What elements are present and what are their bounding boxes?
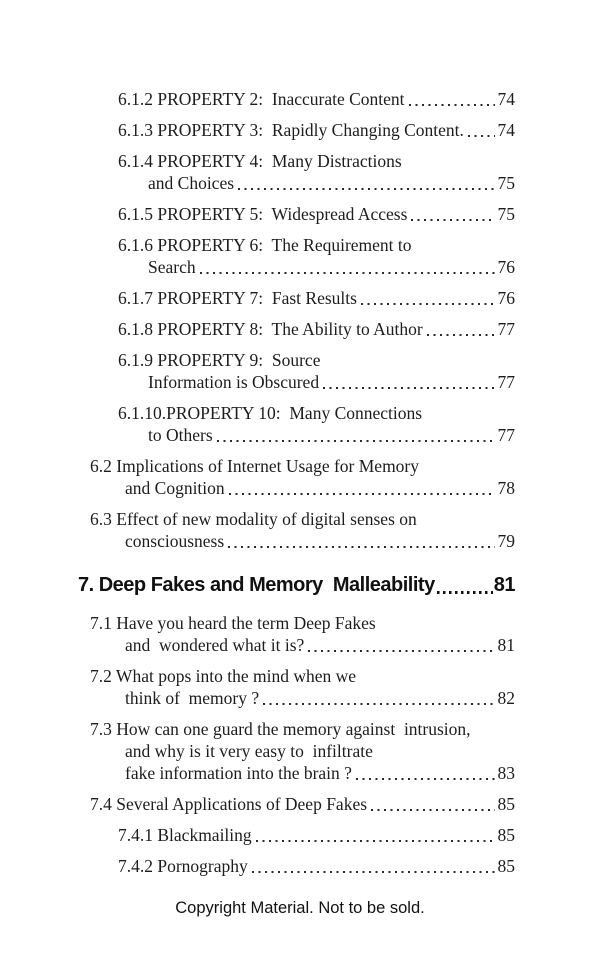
toc-entry-line: [90, 718, 515, 740]
toc-entry: [0, 612, 600, 656]
toc-dot-leader: [263, 703, 494, 705]
toc-entry-line: [118, 119, 515, 141]
toc-page-number: 85: [497, 794, 515, 814]
toc-entry-text: 6.1.10.PROPERTY 10: Many Connections: [118, 403, 423, 423]
toc-page-number: 85: [497, 856, 515, 876]
toc-dot-leader: [200, 272, 495, 274]
toc-dot-leader: [256, 840, 495, 842]
toc-dot-leader: [252, 871, 495, 873]
toc-entry-line: [90, 477, 515, 499]
toc-entry-text: 7.3 How can one guard the memory against intrusion,: [90, 719, 471, 739]
toc-entry-line: [118, 824, 515, 846]
toc-page-number: 85: [497, 825, 515, 845]
toc-page-number: 74: [497, 89, 515, 109]
toc-entry-line: [118, 855, 515, 877]
toc-entry: [0, 88, 600, 110]
toc-entry-text: 6.1.8 PROPERTY 8: The Ability to Author: [118, 319, 423, 339]
toc-entry: [0, 508, 600, 552]
toc-entry-line: [90, 530, 515, 552]
toc-page-number: 75: [497, 204, 515, 224]
toc-entry-text: fake information into the brain ?: [125, 763, 352, 783]
toc-entry-text: 6.1.7 PROPERTY 7: Fast Results: [118, 288, 357, 308]
toc-entry-line: [90, 740, 515, 762]
toc-dot-leader: [361, 303, 495, 305]
toc-page-number: 78: [497, 478, 515, 498]
toc-entry-line: [118, 287, 515, 309]
toc-entry-text: 7.4.2 Pornography: [118, 856, 248, 876]
toc-dot-leader: [323, 387, 494, 389]
toc-entry-text: 7.4 Several Applications of Deep Fakes: [90, 794, 368, 814]
toc-entry-text: 6.1.9 PROPERTY 9: Source: [118, 350, 321, 370]
toc-entry: [0, 318, 600, 340]
toc-dot-leader: [409, 104, 495, 106]
toc-entry-line: [90, 634, 515, 656]
toc-entry: [0, 402, 600, 446]
toc-entry: [0, 824, 600, 846]
toc-entry-text: 7.4.1 Blackmailing: [118, 825, 252, 845]
toc-dot-leader: [356, 778, 495, 780]
toc-entry: [0, 119, 600, 141]
toc-entry: [0, 793, 600, 815]
toc-entry-text: 6.2 Implications of Internet Usage for Memory: [90, 456, 420, 476]
toc-entry-text: and why is it very easy to infiltrate: [125, 741, 373, 761]
toc-entry-line: [90, 687, 515, 709]
toc-entry-line: [90, 665, 515, 687]
toc-list: [0, 88, 600, 877]
toc-dot-leader: [437, 591, 493, 594]
copyright-footer: Copyright Material. Not to be sold.: [175, 899, 425, 917]
toc-dot-leader: [238, 188, 494, 190]
toc-entry-text: to Others: [148, 425, 213, 445]
toc-entry-text: 7.1 Have you heard the term Deep Fakes: [90, 613, 376, 633]
toc-entry: [0, 203, 600, 225]
toc-entry-line: [118, 318, 515, 340]
toc-entry-text: and wondered what it is?: [125, 635, 305, 655]
toc-entry-text: and Cognition: [125, 478, 225, 498]
toc-page-number: 77: [497, 425, 515, 445]
toc-entry-line: [90, 612, 515, 634]
toc-entry-line: [118, 150, 515, 172]
toc-entry-line: [118, 203, 515, 225]
toc-page-number: 77: [497, 319, 515, 339]
toc-entry-line: [78, 573, 515, 598]
toc-entry-line: [90, 762, 515, 784]
toc-page-number: 76: [497, 257, 515, 277]
toc-entry-line: [118, 172, 515, 194]
toc-page-number: 75: [497, 173, 515, 193]
toc-entry: [0, 150, 600, 194]
toc-dot-leader: [411, 219, 494, 221]
toc-entry: [0, 234, 600, 278]
toc-entry-text: Information is Obscured: [148, 372, 320, 392]
toc-entry: [0, 718, 600, 784]
toc-page-number: 76: [497, 288, 515, 308]
toc-page-number: 81: [497, 635, 515, 655]
toc-entry-text: 6.1.6 PROPERTY 6: The Requirement to: [118, 235, 412, 255]
toc-entry-text: 7.2 What pops into the mind when we: [90, 666, 357, 686]
toc-entry-line: [118, 371, 515, 393]
toc-entry-line: [118, 349, 515, 371]
toc-entry-text: 6.1.5 PROPERTY 5: Widespread Access: [118, 204, 408, 224]
toc-entry-line: [118, 402, 515, 424]
toc-dot-leader: [229, 493, 495, 495]
toc-entry-line: [90, 455, 515, 477]
toc-entry-text: and Choices: [148, 173, 235, 193]
toc-dot-leader: [228, 546, 494, 548]
toc-entry-line: [118, 234, 515, 256]
toc-page-number: 74: [497, 120, 515, 140]
toc-page-number: 79: [497, 531, 515, 551]
toc-dot-leader: [427, 334, 495, 336]
toc-entry-text: consciousness: [125, 531, 225, 551]
toc-dot-leader: [217, 440, 495, 442]
toc-dot-leader: [308, 650, 494, 652]
toc-dot-leader: [468, 135, 495, 137]
toc-entry-text: Search: [148, 257, 196, 277]
toc-entry-line: [118, 88, 515, 110]
toc-entry: [0, 287, 600, 309]
toc-entry: [0, 455, 600, 499]
toc-chapter-entry: [0, 573, 600, 598]
toc-page-number: 77: [497, 372, 515, 392]
toc-entry-line: [90, 508, 515, 530]
toc-page-number: 83: [497, 763, 515, 783]
toc-entry: [0, 855, 600, 877]
toc-entry-line: [118, 256, 515, 278]
toc-entry-text: 7. Deep Fakes and Memory Malleability: [78, 574, 435, 596]
toc-entry: [0, 349, 600, 393]
toc-entry-text: 6.1.2 PROPERTY 2: Inaccurate Content: [118, 89, 405, 109]
toc-page-number: 82: [497, 688, 515, 708]
toc-page-number: 81: [493, 574, 515, 596]
toc-entry-text: 6.1.4 PROPERTY 4: Many Distractions: [118, 151, 402, 171]
toc-entry-text: think of memory ?: [125, 688, 260, 708]
toc-entry: [0, 665, 600, 709]
toc-dot-leader: [371, 809, 494, 811]
toc-entry-line: [90, 793, 515, 815]
toc-entry-text: 6.3 Effect of new modality of digital senses on: [90, 509, 417, 529]
toc-entry-line: [118, 424, 515, 446]
toc-entry-text: 6.1.3 PROPERTY 3: Rapidly Changing Content.: [118, 120, 464, 140]
